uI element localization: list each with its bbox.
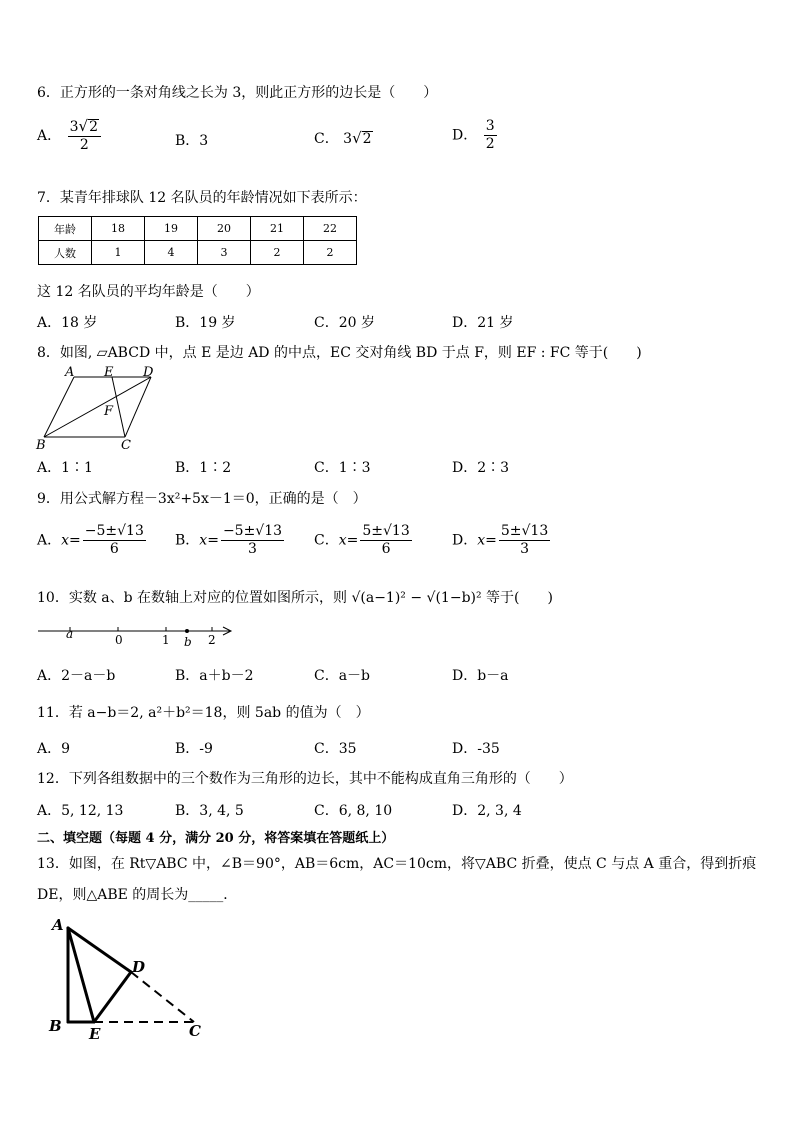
- table-cell: 2: [304, 241, 357, 265]
- q9-a-den: 6: [109, 541, 119, 557]
- q9-b-num: −5±√13: [222, 523, 283, 539]
- q10-option-d[interactable]: D．b－a: [452, 668, 509, 684]
- q9-stem: 9．用公式解方程－3x²+5x－1＝0，正确的是（ ）: [37, 491, 367, 507]
- label-a: A: [65, 365, 75, 380]
- label-f: F: [104, 404, 114, 419]
- q6-option-b[interactable]: B．3: [175, 133, 209, 149]
- q8-option-a[interactable]: A．1∶1: [37, 460, 93, 476]
- q11-option-b[interactable]: B．-9: [175, 741, 213, 757]
- segment-ec: [112, 377, 125, 437]
- q12-option-b[interactable]: B．3, 4, 5: [175, 803, 244, 819]
- q9-option-b[interactable]: B．x= $\frac{-5\pm√13}{3}$: [175, 523, 283, 557]
- q9-b-fraction: [221, 523, 284, 558]
- q12-option-d[interactable]: D．2, 3, 4: [452, 803, 522, 819]
- q9-c-num: 5±√13: [362, 523, 410, 539]
- q9-option-b-label: B．: [175, 532, 200, 549]
- q9-d-num: 5±√13: [500, 523, 549, 539]
- table-cell: 2: [251, 241, 304, 265]
- q7-option-b[interactable]: B．19 岁: [175, 315, 236, 331]
- q8-option-c[interactable]: C．1∶3: [314, 460, 371, 476]
- label-c: C: [121, 438, 131, 452]
- q6-d-den: 2: [485, 136, 495, 152]
- q9-c-fraction: [360, 523, 411, 558]
- table-cell: 1: [92, 241, 145, 265]
- q9-a-num: −5±√13: [84, 523, 144, 539]
- q9-b-den: 3: [248, 541, 257, 557]
- axis-label-0: 0: [115, 633, 123, 647]
- table-cell: 20: [198, 217, 251, 241]
- q9-option-d[interactable]: D．x= $\frac{5\pm√13}{3}$: [452, 523, 549, 557]
- q8-option-d[interactable]: D．2∶3: [452, 460, 510, 476]
- table-row: [39, 217, 357, 241]
- q10-option-b[interactable]: B．a＋b－2: [175, 668, 254, 684]
- q12-option-c[interactable]: C．6, 8, 10: [314, 803, 393, 819]
- axis-label-b: b: [184, 635, 192, 649]
- q6-option-d-fraction: [484, 118, 497, 153]
- q10-option-a[interactable]: A．2－a－b: [37, 668, 116, 684]
- table-cell: 人数: [39, 241, 92, 265]
- section-title: 二、填空题（每题 4 分，满分 20 分，将答案填在答题纸上）: [37, 831, 395, 846]
- q13-line2: DE，则△ABE 的周长为_____．: [37, 887, 238, 903]
- q9-option-c-label: C．: [314, 532, 339, 549]
- q9-option-d-label: D．: [452, 532, 478, 549]
- q9-c-den: 6: [381, 541, 391, 557]
- label-b: B: [36, 438, 46, 452]
- table-cell: 22: [304, 217, 357, 241]
- q9-option-a[interactable]: A．x= $\frac{-5\pm√13}{6}$: [37, 523, 144, 557]
- q9-a-fraction: [83, 523, 146, 558]
- axis-label-a: a: [66, 627, 74, 641]
- q6-option-a-fraction: [68, 118, 101, 154]
- label-d: D: [143, 365, 154, 380]
- diagonal-bd: [44, 377, 151, 437]
- q6-d-num: 3: [485, 118, 495, 134]
- edge-dc: [125, 377, 151, 437]
- q6-stem: 6．正方形的一条对角线之长为 3，则此正方形的边长是（ ）: [37, 85, 438, 101]
- q6-option-d-label: D．: [452, 127, 478, 144]
- parallelogram-figure: [34, 364, 164, 452]
- radical-icon: √: [352, 129, 362, 147]
- q9-d-fraction: [499, 523, 550, 558]
- triangle-figure: [44, 914, 214, 1044]
- label-e: E: [89, 1025, 101, 1043]
- q6-c-radicand: 2: [362, 131, 372, 147]
- q9-d-den: 3: [520, 541, 530, 557]
- q9-option-a-label: A．: [37, 532, 62, 549]
- q6-option-d[interactable]: [452, 118, 499, 153]
- q7-stem: 7．某青年排球队 12 名队员的年龄情况如下表所示：: [37, 190, 367, 206]
- q11-stem: 11．若 a−b＝2, a²＋b²＝18，则 5ab 的值为（ ）: [37, 705, 370, 721]
- axis-label-2: 2: [208, 633, 216, 647]
- q8-stem: 8．如图, ▱ABCD 中，点 E 是边 AD 的中点，EC 交对角线 BD 于点 F，则 EF : FC 等于( ): [37, 345, 642, 361]
- label-d: D: [132, 958, 146, 976]
- q12-option-a[interactable]: A．5, 12, 13: [37, 803, 124, 819]
- label-c: C: [189, 1022, 201, 1040]
- q12-stem: 12．下列各组数据中的三个数作为三角形的边长，其中不能构成直角三角形的（ ）: [37, 771, 573, 787]
- q9-option-c[interactable]: C．x= $\frac{5\pm√13}{6}$: [314, 523, 410, 557]
- q6-option-a[interactable]: [37, 118, 103, 154]
- q6-option-a-label: A．: [37, 128, 62, 144]
- q6-a-radicand: 2: [89, 119, 98, 135]
- q7-option-c[interactable]: C．20 岁: [314, 315, 375, 331]
- label-e: E: [104, 365, 114, 380]
- edge-dc-dashed: [131, 972, 194, 1022]
- q11-option-d[interactable]: D．-35: [452, 741, 500, 757]
- q11-option-c[interactable]: C．35: [314, 741, 357, 757]
- axis-label-1: 1: [162, 633, 170, 647]
- q10-stem: 10．实数 a、b 在数轴上对应的位置如图所示，则 √(a−1)² − √(1−b)² 等于( ): [37, 590, 553, 606]
- edge-ab: [44, 377, 74, 437]
- number-line: [34, 620, 239, 652]
- table-cell: 19: [145, 217, 198, 241]
- q7-option-d[interactable]: D．21 岁: [452, 315, 514, 331]
- table-row: [39, 241, 357, 265]
- q6-option-c[interactable]: [314, 128, 373, 148]
- q10-option-c[interactable]: C．a－b: [314, 668, 371, 684]
- q11-option-a[interactable]: A．9: [37, 741, 71, 757]
- table-cell: 21: [251, 217, 304, 241]
- q6-a-den: 2: [79, 137, 89, 153]
- point-b-dot: [185, 629, 189, 633]
- edge-ed: [94, 972, 131, 1022]
- table-cell: 4: [145, 241, 198, 265]
- table-cell: 18: [92, 217, 145, 241]
- table-cell: 3: [198, 241, 251, 265]
- q7-option-a[interactable]: A．18 岁: [37, 315, 98, 331]
- q13-line1: 13．如图，在 Rt▽ABC 中，∠B＝90°，AB＝6cm，AC＝10cm，将▽ABC 折叠，使点 C 与点 A 重合，得到折痕: [37, 856, 757, 872]
- radical-icon: √: [78, 117, 89, 135]
- q6-option-c-label: C．: [314, 131, 339, 147]
- label-b: B: [49, 1017, 62, 1035]
- table-cell: 年龄: [39, 217, 92, 241]
- q8-option-b[interactable]: B．1∶2: [175, 460, 232, 476]
- label-a: A: [52, 916, 64, 934]
- q7-question: 这 12 名队员的平均年龄是（ ）: [37, 284, 260, 300]
- age-table: [38, 216, 357, 265]
- q6-a-coef: 3: [69, 119, 79, 135]
- q6-c-coef: 3: [343, 131, 353, 147]
